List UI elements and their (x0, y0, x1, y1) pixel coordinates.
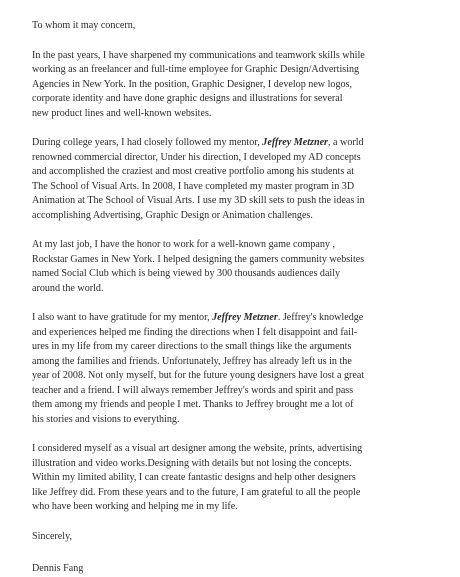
text-line: The School of Visual Arts. In 2008, I have completed my master program in 3D (32, 180, 355, 192)
text-line: illustration and video works.Designing with details but not losing the concepts. (32, 457, 352, 469)
text-segment: , a world (328, 137, 364, 148)
text-line: new product lines and well-known websites. (32, 107, 212, 119)
paragraph-gratitude (32, 311, 442, 427)
letter-greeting: To whom it may concern, (32, 20, 136, 31)
text-line: Animation at The School of Visual Arts. I use my 3D skill sets to push the ideas in (32, 195, 365, 206)
mentor-name: Jeffrey Metzner (262, 137, 328, 148)
text-line: ures in my life from my career directions to the small things like the arguments (32, 341, 352, 352)
paragraph-self-assessment (32, 442, 442, 515)
text-line: teacher and a friend. I will always remember Jeffrey's words and spirit and pass (32, 384, 354, 396)
text-line: accomplishing Advertising, Graphic Design or Animation challenges. (32, 209, 313, 221)
text-line: In the past years, I have sharpened my communications and teamwork skills while (32, 49, 365, 61)
text-line: among the families and friends. Unfortunately, Jeffrey has already left us in the (32, 355, 352, 367)
text-line: around the world. (32, 282, 104, 294)
cover-letter (32, 19, 442, 577)
text-segment: During college years, I had closely followed my mentor, (32, 137, 263, 148)
text-line: year of 2008. Not only myself, but for the future young designers have lost a great (32, 370, 365, 381)
text-segment: I also want to have gratitude for my mentor, (32, 312, 213, 323)
paragraph-education (32, 136, 442, 223)
text-line: named Social Club which is being viewed by 300 thousands audiences daily (32, 268, 341, 279)
text-line: Agencies in New York. In the position, Graphic Designer, I develop new logos, (32, 78, 353, 90)
text-line: and accomplished the craziest and most creative portfolio among his students at (32, 166, 355, 177)
mentor-name: Jeffrey Metzner (212, 312, 278, 323)
text-line (32, 311, 442, 326)
text-line: his stories and visions to everything. (32, 413, 180, 425)
text-line: corporate identity and have done graphic designs and illustrations for several (32, 93, 343, 104)
text-line: like Jeffrey did. From these years and to the future, I am grateful to all the people (32, 486, 361, 498)
text-line: renowned commercial director, Under his direction, I developed my AD concepts (32, 151, 361, 163)
letter-signature: Dennis Fang (32, 563, 84, 574)
text-segment: . Jeffrey's knowledge (277, 312, 364, 323)
text-line: Within my limited ability, I can create fantastic designs and help other designers (32, 472, 356, 483)
text-line: and experiences helped me finding the directions when I felt disappoint and fail- (32, 326, 358, 338)
text-line: them among my friends and people I met. Thanks to Jeffrey brought me a lot of (32, 399, 354, 410)
paragraph-experience (32, 49, 442, 122)
text-line: who have been working and helping me in my life. (32, 501, 238, 512)
letter-closing: Sincerely, (32, 530, 72, 542)
text-line: Rockstar Games in New York. I helped designing the gamers community websites (32, 253, 365, 265)
text-line: I considered myself as a visual art designer among the website, prints, advertising (32, 443, 363, 454)
text-line (32, 136, 442, 151)
paragraph-last-job (32, 238, 442, 296)
text-line: working as an freelancer and full-time employee for Graphic Design/Advertising (32, 64, 360, 75)
text-line: At my last job, I have the honor to work for a well-known game company , (32, 239, 336, 250)
